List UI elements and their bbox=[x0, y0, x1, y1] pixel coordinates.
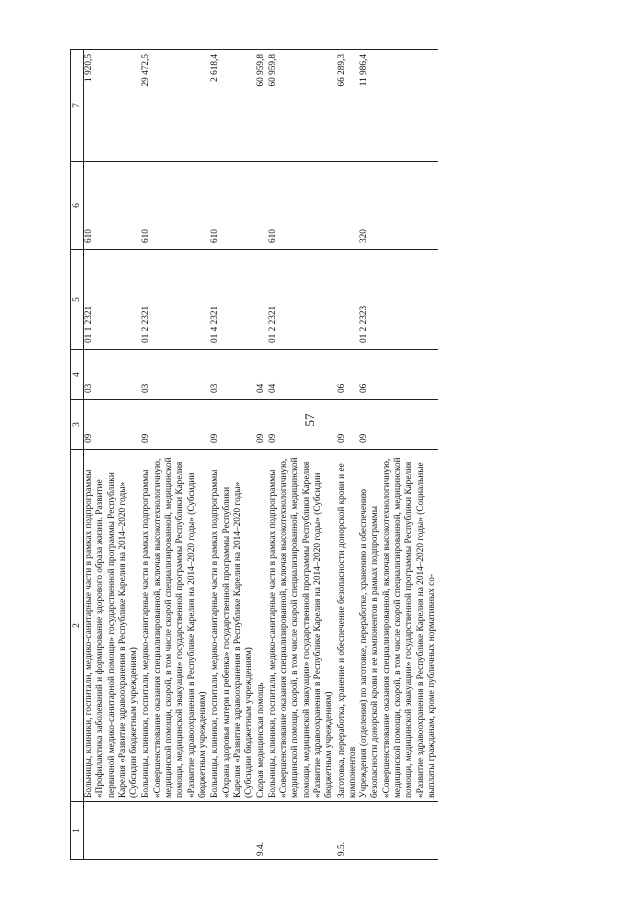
row-amount: 2 618,4 bbox=[209, 50, 255, 162]
table-row bbox=[359, 50, 438, 860]
row-number bbox=[359, 802, 438, 860]
table-row bbox=[255, 50, 267, 860]
row-code-4: 03 bbox=[140, 350, 209, 400]
row-code-3: 09 bbox=[268, 400, 336, 450]
row-amount: 60 959,8 bbox=[268, 50, 336, 162]
row-code-6 bbox=[336, 162, 360, 250]
row-code-5 bbox=[336, 250, 360, 350]
row-number: 9.5. bbox=[336, 802, 360, 860]
row-amount: 29 472,5 bbox=[140, 50, 209, 162]
row-code-5: 01 2 2321 bbox=[140, 250, 209, 350]
header-col-7: 7 bbox=[71, 50, 84, 162]
row-amount: 1 920,5 bbox=[84, 50, 141, 162]
table-row bbox=[268, 50, 336, 860]
row-code-6: 320 bbox=[359, 162, 438, 250]
row-code-5: 01 1 2321 bbox=[84, 250, 141, 350]
row-code-6: 610 bbox=[84, 162, 141, 250]
row-name: Больницы, клиники, госпитали, медико-санитарные части в рамках подпрограммы «Совершенствование оказания специализированной, включая высокотехнологичную, медицинской помощи, скорой, в том числе скорой специализированной, медицинской помощи, медицинской эвакуации» государственной программы Республики Карелия «Развитие здравоохранения в Республике Карелия на 2014–2020 годы» (Субсидии бюджетным учреждениям) bbox=[268, 450, 336, 802]
row-name: Заготовка, переработка, хранение и обеспечение безопасности донорской крови и ее компонентов bbox=[336, 450, 360, 802]
header-col-3: 3 bbox=[71, 400, 84, 450]
row-number: 9.4. bbox=[255, 802, 267, 860]
row-name: Скорая медицинская помощь bbox=[255, 450, 267, 802]
row-number bbox=[84, 802, 141, 860]
row-code-4: 04 bbox=[268, 350, 336, 400]
row-code-6: 610 bbox=[209, 162, 255, 250]
row-name: Учреждения (отделения) по заготовке, переработке, хранению и обеспечению безопасности донорской крови и ее компонентов в рамках подпрограммы «Совершенствование оказания специализированной, включая высокотехнологичную, медицинской помощи, скорой, в том числе скорой специализированной, медицинской помощи, медицинской эвакуации» государственной программы Республики Карелия «Развитие здравоохранения в Республике Карелия на 2014–2020 годы» (Социальные выплаты гражданам, кроме публичных нормативных со- bbox=[359, 450, 438, 802]
row-code-4: 06 bbox=[336, 350, 360, 400]
row-code-3: 09 bbox=[255, 400, 267, 450]
table-row bbox=[209, 50, 255, 860]
row-code-4: 03 bbox=[209, 350, 255, 400]
row-number bbox=[140, 802, 209, 860]
row-code-6: 610 bbox=[268, 162, 336, 250]
row-amount: 66 289,3 bbox=[336, 50, 360, 162]
row-code-4: 03 bbox=[84, 350, 141, 400]
row-amount: 11 986,4 bbox=[359, 50, 438, 162]
row-code-6 bbox=[255, 162, 267, 250]
header-col-4: 4 bbox=[71, 350, 84, 400]
row-code-5: 01 4 2321 bbox=[209, 250, 255, 350]
row-code-5 bbox=[255, 250, 267, 350]
header-col-2: 2 bbox=[71, 450, 84, 802]
header-col-6: 6 bbox=[71, 162, 84, 250]
table-header-row bbox=[71, 50, 84, 860]
row-number bbox=[268, 802, 336, 860]
page-number: 57 bbox=[302, 413, 317, 427]
row-code-3: 09 bbox=[140, 400, 209, 450]
row-number bbox=[209, 802, 255, 860]
row-name: Больницы, клиники, госпитали, медико-санитарные части в рамках подпрограммы «Профилактика заболеваний и формирование здорового образа жизни. Развитие первичной медико-санитарной помощи» государственной программы Республики Карелия «Развитие здравоохранения в Республике Карелия на 2014–2020 годы» (Субсидии бюджетным учреждениям) bbox=[84, 450, 141, 802]
row-code-4: 04 bbox=[255, 350, 267, 400]
budget-table bbox=[70, 49, 438, 860]
table-row bbox=[140, 50, 209, 860]
row-code-4: 06 bbox=[359, 350, 438, 400]
table-row bbox=[336, 50, 360, 860]
row-code-6: 610 bbox=[140, 162, 209, 250]
row-code-3: 09 bbox=[84, 400, 141, 450]
row-code-3: 09 bbox=[336, 400, 360, 450]
rotated-table-sheet bbox=[70, 50, 610, 860]
row-amount: 60 959,8 bbox=[255, 50, 267, 162]
row-code-3: 09 bbox=[359, 400, 438, 450]
row-name: Больницы, клиники, госпитали, медико-санитарные части в рамках подпрограммы «Охрана здоровья матери и ребенка» государственной программы Республики Карелия «Развитие здравоохранения в Республике Карелия на 2014–2020 годы» (Субсидии бюджетным учреждениям) bbox=[209, 450, 255, 802]
row-name: Больницы, клиники, госпитали, медико-санитарные части в рамках подпрограммы «Совершенствование оказания специализированной, включая высокотехнологичную, медицинской помощи, скорой, в том числе скорой специализированной, медицинской помощи, медицинской эвакуации» государственной программы Республики Карелия «Развитие здравоохранения в Республике Карелия на 2014–2020 годы» (Субсидии бюджетным учреждениям) bbox=[140, 450, 209, 802]
row-code-5: 01 2 2323 bbox=[359, 250, 438, 350]
header-col-5: 5 bbox=[71, 250, 84, 350]
row-code-5: 01 2 2321 bbox=[268, 250, 336, 350]
header-col-1: 1 bbox=[71, 802, 84, 860]
table-row bbox=[84, 50, 141, 860]
row-code-3: 09 bbox=[209, 400, 255, 450]
